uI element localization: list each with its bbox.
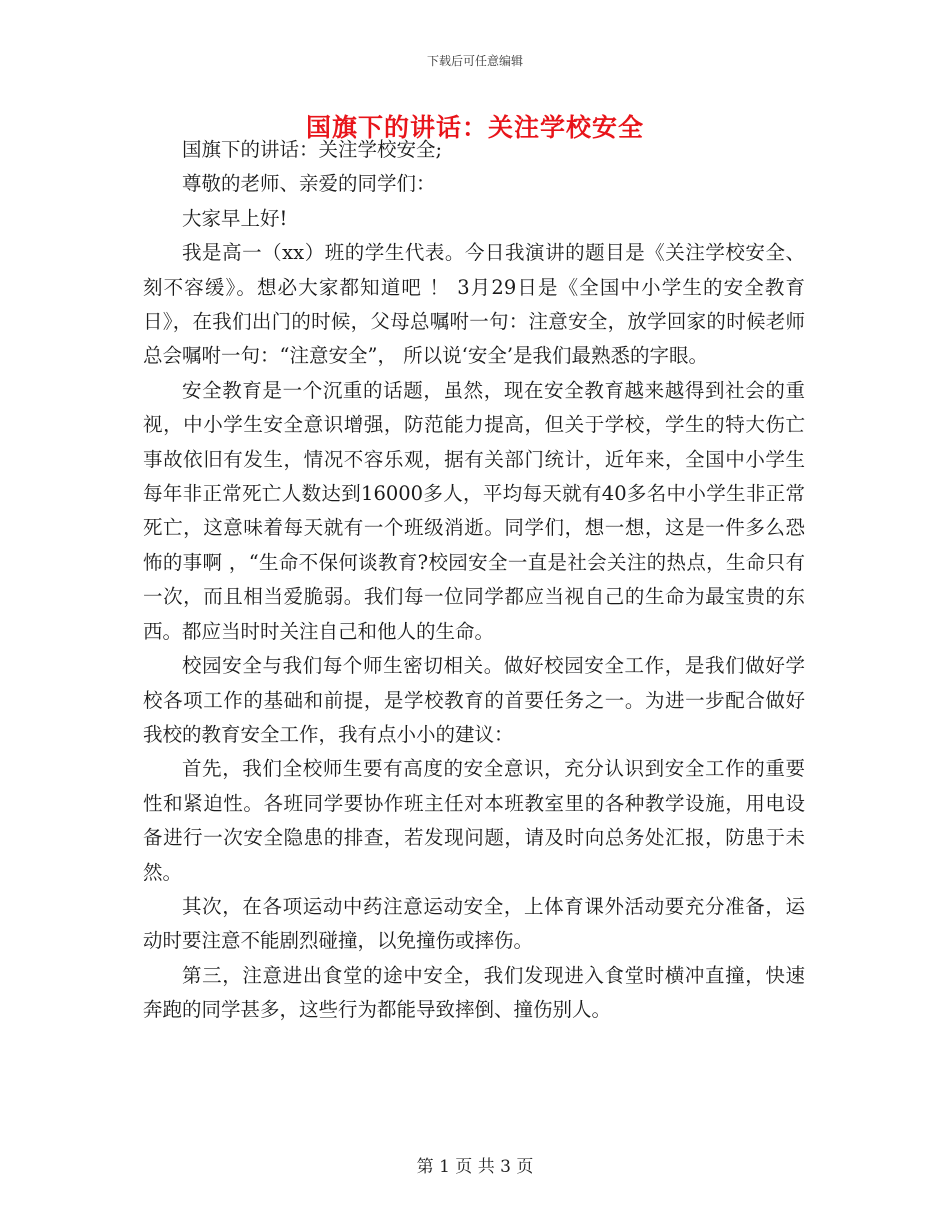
page-number-footer: 第 1 页 共 3 页 (416, 1157, 534, 1177)
paragraph-campus-safety: 校园安全与我们每个师生密切相关。做好校园安全工作，是我们做好学校各项工作的基础和前提，是学校教育的首要任务之一。为进一步配合做好我校的教育安全工作，我有点小小的建议： (143, 654, 805, 746)
paragraph-salutation: 尊敬的老师、亲爱的同学们： (182, 172, 436, 196)
document-title: 国旗下的讲话：关注学校安全 (305, 113, 644, 142)
paragraph-second-suggestion: 其次，在各项运动中药注意运动安全，上体育课外活动要充分准备，运动时要注意不能剧烈碰撞，以免撞伤或摔伤。 (143, 894, 805, 953)
paragraph-first-suggestion: 首先，我们全校师生要有高度的安全意识，充分认识到安全工作的重要性和紧迫性。各班同学要协作班主任对本班教室里的各种教学设施，用电设备进行一次安全隐患的排查，若发现问题，请及时向总务处汇报，防患于未然。 (143, 757, 805, 884)
document-body (143, 133, 805, 1028)
paragraph-heading-line: 国旗下的讲话：关注学校安全; (182, 138, 443, 161)
paragraph-safety-education: 安全教育是一个沉重的话题，虽然，现在安全教育越来越得到社会的重视，中小学生安全意识增强，防范能力提高，但关于学校，学生的特大伤亡事故依旧有发生，情况不容乐观，据有关部门统计，近年来，全国中小学生每年非正常死亡人数达到16000多人，平均每天就有40多名中小学生非正常死亡，这意味着每天就有一个班级消逝。同学们，想一想，这是一件多么恐怖的事啊 ，“生命不保何谈教育?校园安全一直是社会关注的热点，生命只有一次，而且相当爱脆弱。我们每一位同学都应当视自己的生命为最宝贵的东西。都应当时时关注自己和他人的生命。 (143, 378, 805, 643)
paragraph-greeting: 大家早上好! (182, 206, 288, 230)
paragraph-introduction: 我是高一（xx）班的学生代表。今日我演讲的题目是《关注学校安全、刻不容缓》。想必大家都知道吧 ！ 3月29日是《全国中小学生的安全教育日》，在我们出门的时候，父母总嘱咐一句：注意安全，放学回家的时候老师总会嘱咐一句：“注意安全”， 所以说‘安全’是我们最熟悉的字眼。 (143, 241, 805, 368)
paragraph-third-suggestion: 第三，注意进出食堂的途中安全，我们发现进入食堂时横冲直撞，快速奔跑的同学甚多，这些行为都能导致摔倒、撞伤别人。 (143, 963, 805, 1022)
page-header-note: 下载后可任意编辑 (426, 54, 523, 68)
